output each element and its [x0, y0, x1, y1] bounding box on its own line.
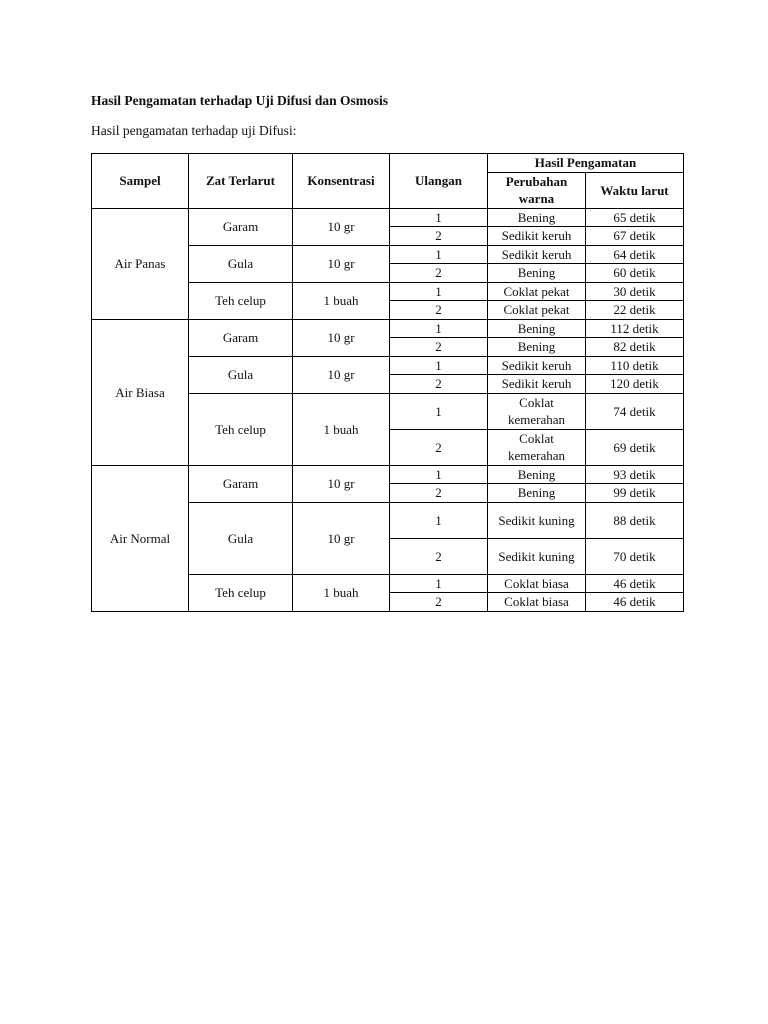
cell-perubahan-warna: Coklat kemerahan	[488, 393, 586, 429]
observation-table	[91, 153, 684, 612]
header-zat-terlarut: Zat Terlarut	[189, 154, 293, 209]
cell-perubahan-warna: Coklat biasa	[488, 574, 586, 593]
cell-konsentrasi: 10 gr	[293, 208, 390, 245]
cell-waktu-larut: 112 detik	[586, 319, 684, 338]
cell-konsentrasi: 10 gr	[293, 319, 390, 356]
cell-perubahan-warna: Coklat kemerahan	[488, 429, 586, 465]
table-header	[92, 154, 684, 209]
cell-zat-terlarut: Teh celup	[189, 574, 293, 611]
cell-perubahan-warna: Bening	[488, 484, 586, 503]
table-row	[92, 208, 684, 227]
cell-zat-terlarut: Gula	[189, 356, 293, 393]
cell-waktu-larut: 110 detik	[586, 356, 684, 375]
cell-ulangan: 2	[390, 484, 488, 503]
table-row	[92, 465, 684, 484]
cell-waktu-larut: 99 detik	[586, 484, 684, 503]
cell-konsentrasi: 10 gr	[293, 465, 390, 502]
cell-ulangan: 2	[390, 227, 488, 246]
cell-perubahan-warna: Sedikit keruh	[488, 375, 586, 394]
cell-ulangan: 2	[390, 538, 488, 574]
cell-perubahan-warna: Sedikit kuning	[488, 502, 586, 538]
section-subtitle: Hasil pengamatan terhadap uji Difusi:	[91, 123, 297, 138]
cell-waktu-larut: 46 detik	[586, 574, 684, 593]
cell-ulangan: 2	[390, 375, 488, 394]
cell-waktu-larut: 82 detik	[586, 338, 684, 357]
cell-perubahan-warna: Coklat biasa	[488, 593, 586, 612]
cell-ulangan: 1	[390, 282, 488, 301]
cell-ulangan: 1	[390, 208, 488, 227]
cell-sampel: Air Normal	[92, 465, 189, 611]
cell-ulangan: 2	[390, 338, 488, 357]
cell-ulangan: 1	[390, 465, 488, 484]
cell-waktu-larut: 60 detik	[586, 264, 684, 283]
table-row	[92, 319, 684, 338]
cell-perubahan-warna: Sedikit keruh	[488, 227, 586, 246]
cell-konsentrasi: 10 gr	[293, 245, 390, 282]
cell-ulangan: 1	[390, 356, 488, 375]
cell-perubahan-warna: Bening	[488, 465, 586, 484]
cell-ulangan: 2	[390, 264, 488, 283]
header-hasil-pengamatan: Hasil Pengamatan	[488, 154, 684, 173]
cell-zat-terlarut: Garam	[189, 208, 293, 245]
cell-perubahan-warna: Bening	[488, 264, 586, 283]
cell-waktu-larut: 22 detik	[586, 301, 684, 320]
cell-ulangan: 1	[390, 319, 488, 338]
cell-waktu-larut: 70 detik	[586, 538, 684, 574]
cell-konsentrasi: 10 gr	[293, 502, 390, 574]
cell-zat-terlarut: Teh celup	[189, 393, 293, 465]
cell-zat-terlarut: Garam	[189, 319, 293, 356]
cell-waktu-larut: 64 detik	[586, 245, 684, 264]
cell-ulangan: 1	[390, 502, 488, 538]
cell-perubahan-warna: Bening	[488, 319, 586, 338]
cell-waktu-larut: 120 detik	[586, 375, 684, 394]
cell-waktu-larut: 65 detik	[586, 208, 684, 227]
cell-perubahan-warna: Sedikit keruh	[488, 356, 586, 375]
cell-perubahan-warna: Sedikit keruh	[488, 245, 586, 264]
cell-waktu-larut: 74 detik	[586, 393, 684, 429]
cell-ulangan: 2	[390, 593, 488, 612]
cell-waktu-larut: 30 detik	[586, 282, 684, 301]
cell-zat-terlarut: Gula	[189, 245, 293, 282]
table-body	[92, 208, 684, 611]
header-konsentrasi: Konsentrasi	[293, 154, 390, 209]
header-ulangan: Ulangan	[390, 154, 488, 209]
cell-perubahan-warna: Bening	[488, 338, 586, 357]
cell-zat-terlarut: Gula	[189, 502, 293, 574]
cell-waktu-larut: 46 detik	[586, 593, 684, 612]
cell-sampel: Air Panas	[92, 208, 189, 319]
cell-konsentrasi: 1 buah	[293, 574, 390, 611]
cell-zat-terlarut: Teh celup	[189, 282, 293, 319]
header-waktu-larut: Waktu larut	[586, 172, 684, 208]
header-perubahan-warna: Perubahan warna	[488, 172, 586, 208]
cell-ulangan: 2	[390, 429, 488, 465]
cell-zat-terlarut: Garam	[189, 465, 293, 502]
cell-perubahan-warna: Coklat pekat	[488, 301, 586, 320]
cell-perubahan-warna: Sedikit kuning	[488, 538, 586, 574]
cell-ulangan: 1	[390, 393, 488, 429]
cell-perubahan-warna: Coklat pekat	[488, 282, 586, 301]
cell-waktu-larut: 69 detik	[586, 429, 684, 465]
page-title: Hasil Pengamatan terhadap Uji Difusi dan Osmosis	[91, 93, 389, 108]
cell-perubahan-warna: Bening	[488, 208, 586, 227]
cell-sampel: Air Biasa	[92, 319, 189, 465]
cell-ulangan: 2	[390, 301, 488, 320]
cell-konsentrasi: 10 gr	[293, 356, 390, 393]
cell-waktu-larut: 88 detik	[586, 502, 684, 538]
cell-ulangan: 1	[390, 245, 488, 264]
cell-waktu-larut: 67 detik	[586, 227, 684, 246]
header-sampel: Sampel	[92, 154, 189, 209]
cell-konsentrasi: 1 buah	[293, 393, 390, 465]
cell-konsentrasi: 1 buah	[293, 282, 390, 319]
cell-waktu-larut: 93 detik	[586, 465, 684, 484]
cell-ulangan: 1	[390, 574, 488, 593]
